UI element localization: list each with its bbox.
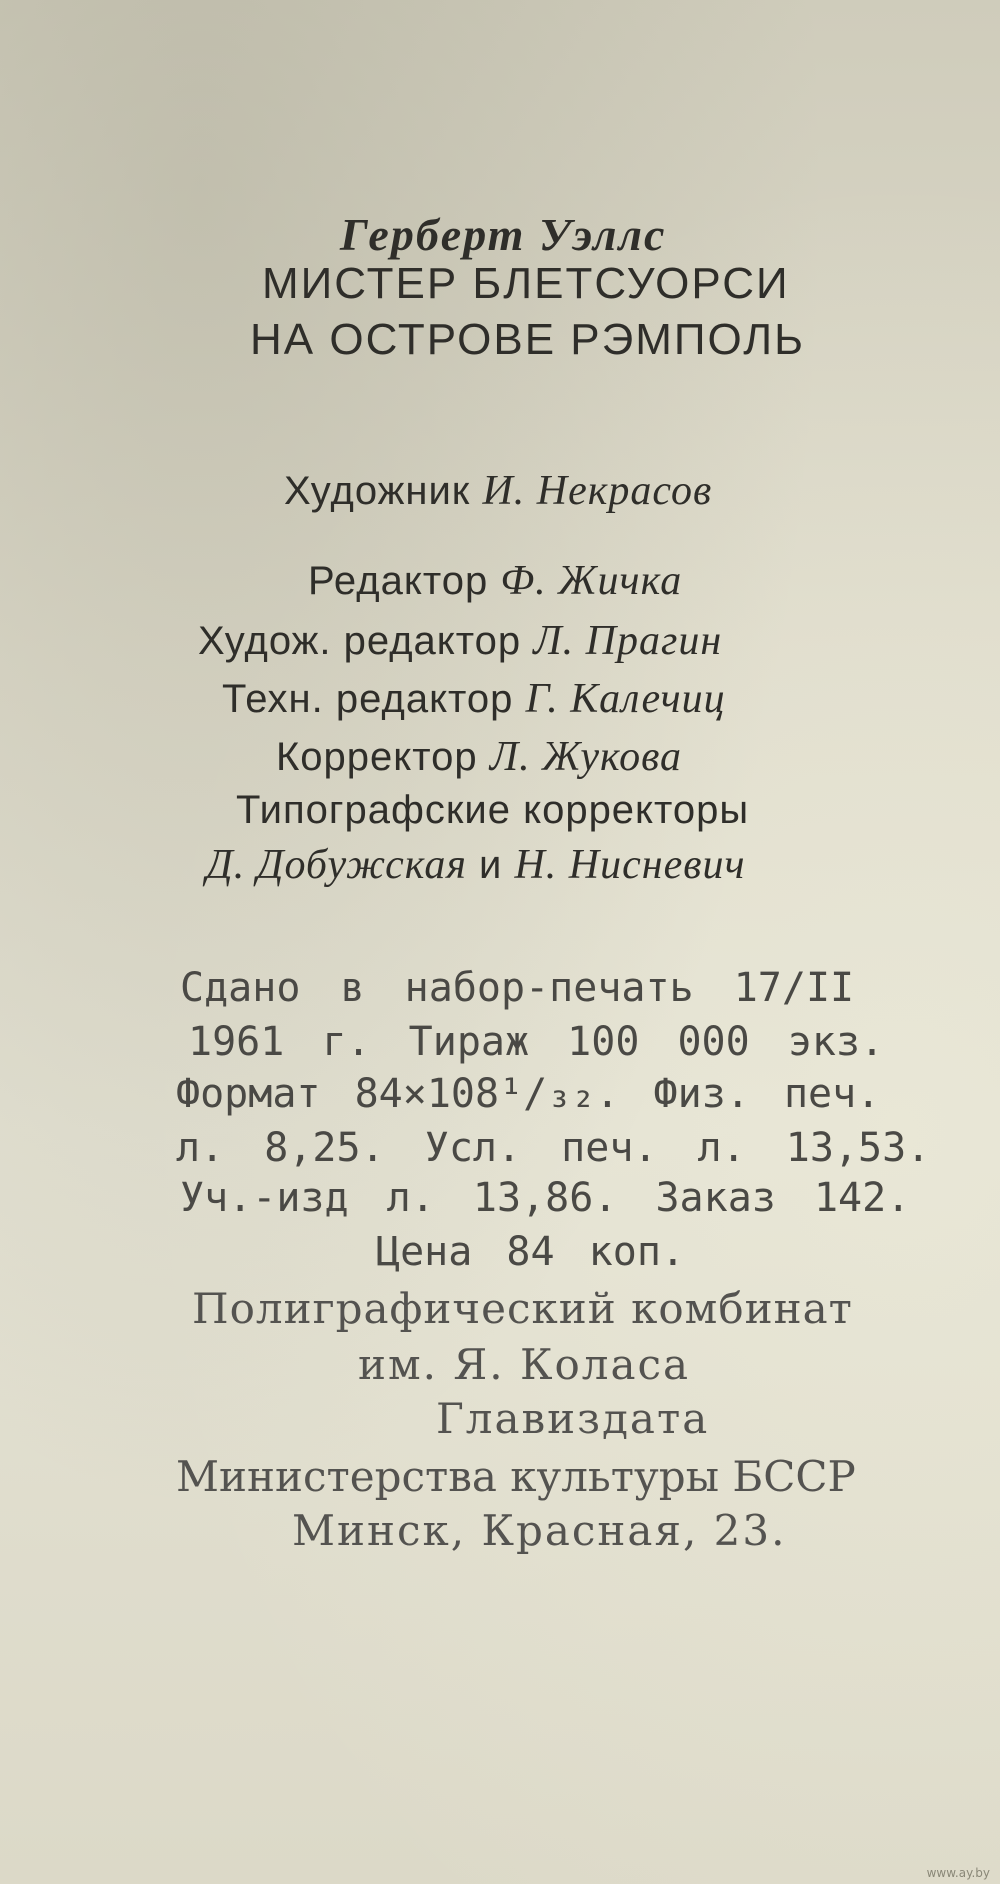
book-title-line-1: МИСТЕР БЛЕТСУОРСИ: [262, 259, 790, 308]
credit-role: Художник: [284, 469, 471, 513]
credit-role: Редактор: [308, 559, 489, 603]
printer-info-line: им. Я. Коласа: [358, 1340, 691, 1389]
printer-address-line: Минск, Красная, 23.: [292, 1506, 787, 1555]
printer-info-line: Главиздата: [436, 1394, 710, 1443]
credit-corrector: [276, 736, 682, 778]
publication-info-line: Сдано в набор-печать 17/II: [180, 965, 855, 1011]
publication-info-line: Уч.-изд л. 13,86. Заказ 142.: [180, 1175, 911, 1221]
credit-role: Техн. редактор: [222, 677, 514, 721]
credit-conjunction: и: [478, 843, 503, 887]
publication-info-line: 1961 г. Тираж 100 000 экз.: [188, 1019, 885, 1065]
credit-typographic-correctors-names: [206, 844, 746, 886]
credit-person: И. Некрасов: [482, 468, 713, 514]
credit-artist: [284, 470, 712, 512]
credit-role: Худож. редактор: [198, 619, 522, 663]
credit-typographic-correctors-label: Типографские корректоры: [236, 788, 750, 832]
book-title-line-2: НА ОСТРОВЕ РЭМПОЛЬ: [250, 315, 806, 364]
credit-editor: [308, 560, 682, 602]
price-line: Цена 84 коп.: [376, 1229, 685, 1275]
credit-person: Л. Прагин: [533, 618, 723, 664]
credit-art-editor: [198, 620, 722, 662]
publication-info-line: л. 8,25. Усл. печ. л. 13,53.: [176, 1125, 931, 1171]
site-watermark: www.ay.by: [926, 1866, 990, 1880]
author-name: Герберт Уэллс: [340, 209, 667, 260]
credit-tech-editor: [222, 678, 726, 720]
printer-info-line: Министерства культуры БССР: [176, 1452, 856, 1501]
credit-role: Корректор: [276, 735, 478, 779]
credit-person: Г. Калечиц: [525, 676, 726, 722]
publication-info-line: Формат 84×108¹/₃₂. Физ. печ.: [176, 1071, 881, 1117]
credit-person: Н. Нисневич: [514, 842, 746, 888]
credit-person: Л. Жукова: [489, 734, 683, 780]
printer-info-line: Полиграфический комбинат: [192, 1284, 853, 1333]
credit-person: Д. Добужская: [206, 842, 467, 888]
credit-person: Ф. Жичка: [500, 558, 683, 604]
